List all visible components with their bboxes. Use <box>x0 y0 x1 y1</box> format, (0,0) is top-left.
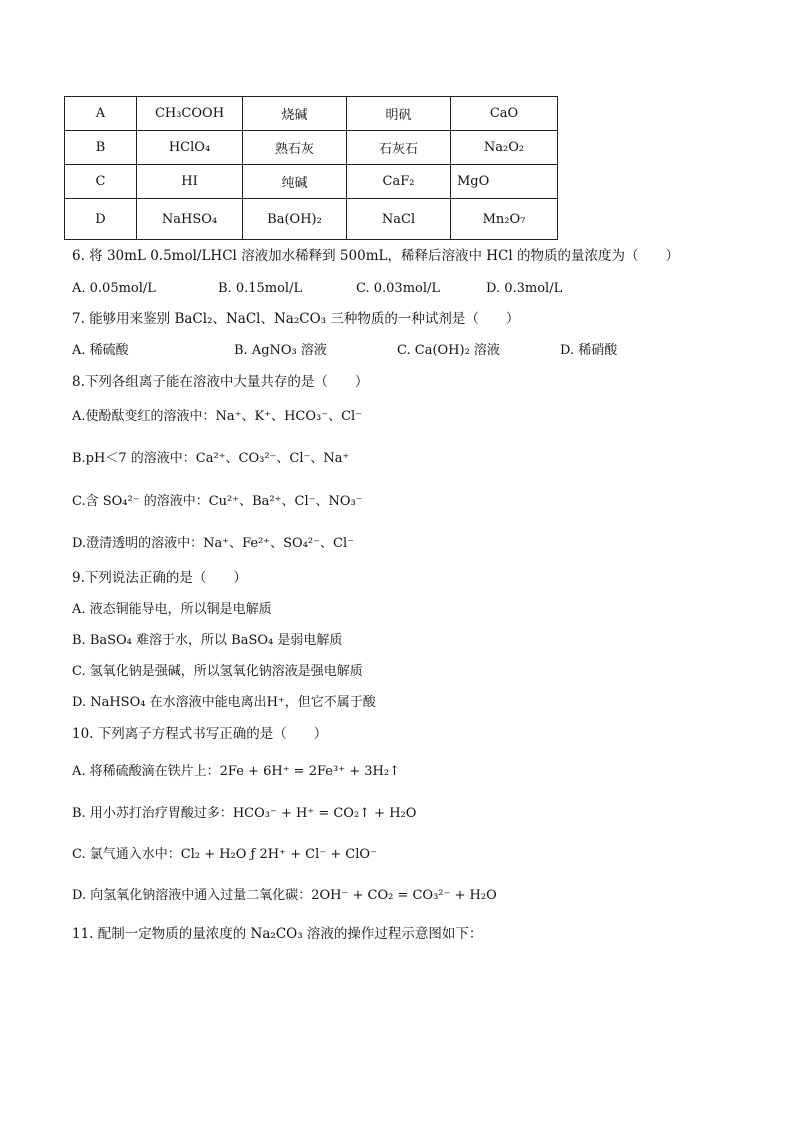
question-7-stem: 7. 能够用来鉴别 BaCl₂、NaCl、Na₂CO₃ 三种物质的一种试剂是（ ） <box>72 311 520 327</box>
question-6-option-c: C. 0.03mol/L <box>356 281 441 296</box>
question-9-option-d: D. NaHSO₄ 在水溶液中能电离出H⁺，但它不属于酸 <box>72 695 376 710</box>
row-label: C <box>65 165 137 199</box>
table-cell: 熟石灰 <box>243 131 347 165</box>
row-label: B <box>65 131 137 165</box>
options-table <box>64 96 558 240</box>
table-row <box>65 131 558 165</box>
question-11-stem: 11. 配制一定物质的量浓度的 Na₂CO₃ 溶液的操作过程示意图如下： <box>72 926 483 942</box>
table-cell: HClO₄ <box>137 131 243 165</box>
question-10-option-b: B. 用小苏打治疗胃酸过多：HCO₃⁻ + H⁺ = CO₂↑ + H₂O <box>72 806 417 821</box>
table-row <box>65 199 558 240</box>
table-cell: 纯碱 <box>243 165 347 199</box>
row-label: A <box>65 97 137 131</box>
question-10-option-a: A. 将稀硫酸滴在铁片上：2Fe + 6H⁺ = 2Fe³⁺ + 3H₂↑ <box>72 764 400 779</box>
row-label: D <box>65 199 137 240</box>
question-6-option-d: D. 0.3mol/L <box>486 281 563 296</box>
question-6-stem: 6. 将 30mL 0.5mol/LHCl 溶液加水稀释到 500mL，稀释后溶液中 HCl 的物质的量浓度为（ ） <box>72 248 679 264</box>
question-8-option-b: B.pH＜7 的溶液中：Ca²⁺、CO₃²⁻、Cl⁻、Na⁺ <box>72 451 350 466</box>
table-cell: Mn₂O₇ <box>451 199 558 240</box>
question-7-option-a: A. 稀硫酸 <box>72 343 129 358</box>
table-cell: Na₂O₂ <box>451 131 558 165</box>
table-cell: 明矾 <box>347 97 451 131</box>
table-cell: NaHSO₄ <box>137 199 243 240</box>
table-cell: CH₃COOH <box>137 97 243 131</box>
table-cell: NaCl <box>347 199 451 240</box>
question-8-option-a: A.使酚酞变红的溶液中：Na⁺、K⁺、HCO₃⁻、Cl⁻ <box>72 409 363 424</box>
table-row <box>65 165 558 199</box>
table-cell: CaF₂ <box>347 165 451 199</box>
question-7-option-c: C. Ca(OH)₂ 溶液 <box>397 343 500 358</box>
question-8-option-d: D.澄清透明的溶液中：Na⁺、Fe²⁺、SO₄²⁻、Cl⁻ <box>72 536 354 551</box>
question-9-stem: 9.下列说法正确的是（ ） <box>72 570 247 586</box>
table-cell: 烧碱 <box>243 97 347 131</box>
question-10-option-c: C. 氯气通入水中：Cl₂ + H₂O ƒ 2H⁺ + Cl⁻ + ClO⁻ <box>72 847 377 862</box>
table-row <box>65 97 558 131</box>
table-cell: MgO <box>451 165 558 199</box>
question-9-option-c: C. 氢氧化钠是强碱，所以氢氧化钠溶液是强电解质 <box>72 664 363 679</box>
question-10-stem: 10. 下列离子方程式书写正确的是（ ） <box>72 726 328 742</box>
question-9-option-b: B. BaSO₄ 难溶于水，所以 BaSO₄ 是弱电解质 <box>72 633 343 648</box>
table-cell: CaO <box>451 97 558 131</box>
question-8-stem: 8.下列各组离子能在溶液中大量共存的是（ ） <box>72 374 369 390</box>
table-cell: 石灰石 <box>347 131 451 165</box>
question-9-option-a: A. 液态铜能导电，所以铜是电解质 <box>72 602 272 617</box>
question-7-option-b: B. AgNO₃ 溶液 <box>234 343 327 358</box>
table-cell: Ba(OH)₂ <box>243 199 347 240</box>
question-6-option-a: A. 0.05mol/L <box>72 281 156 296</box>
question-7-option-d: D. 稀硝酸 <box>560 343 618 358</box>
question-8-option-c: C.含 SO₄²⁻ 的溶液中：Cu²⁺、Ba²⁺、Cl⁻、NO₃⁻ <box>72 494 363 509</box>
table-cell: HI <box>137 165 243 199</box>
question-6-option-b: B. 0.15mol/L <box>218 281 303 296</box>
question-10-option-d: D. 向氢氧化钠溶液中通入过量二氧化碳：2OH⁻ + CO₂ = CO₃²⁻ + H₂O <box>72 888 497 903</box>
